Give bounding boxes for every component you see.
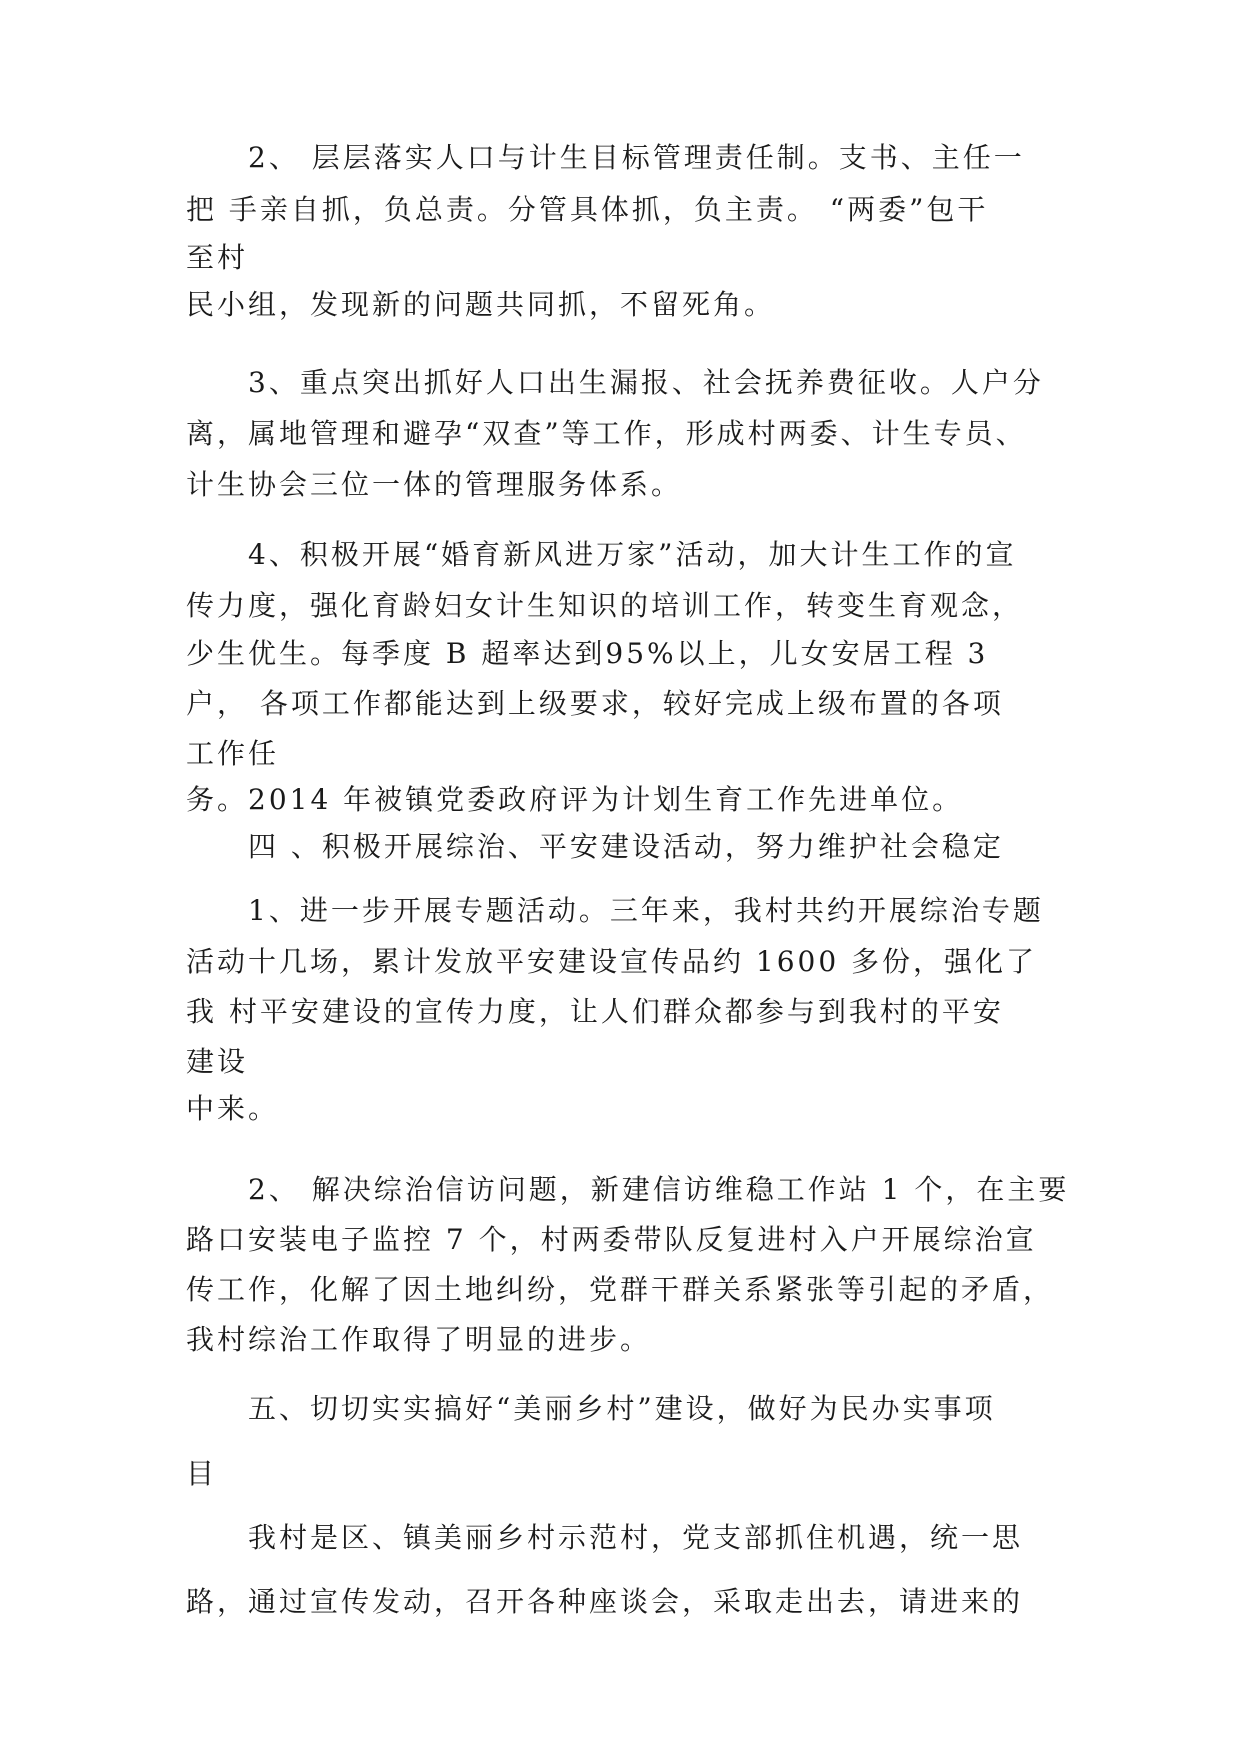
paragraph-line: 路口安装电子监控 7 个，村两委带队反复进村入户开展综治宣 [186, 1223, 1037, 1256]
section-heading: 四 、积极开展综治、平安建设活动，努力维护社会稳定 [248, 830, 1004, 863]
paragraph-line: 民小组，发现新的问题共同抓，不留死角。 [186, 288, 776, 321]
paragraph-line: 我村综治工作取得了明显的进步。 [186, 1323, 652, 1356]
paragraph-line: 工作任 [186, 737, 280, 770]
paragraph-line: 2、 层层落实人口与计生目标管理责任制。支书、主任一 [248, 141, 1025, 174]
paragraph-line: 我 村平安建设的宣传力度，让人们群众都参与到我村的平安 [186, 995, 1004, 1028]
paragraph-line: 户， 各项工作都能达到上级要求，较好完成上级布置的各项 [186, 687, 1004, 720]
section-heading-continuation: 目 [186, 1457, 218, 1490]
paragraph-line: 务。2014 年被镇党委政府评为计划生育工作先进单位。 [186, 783, 964, 816]
paragraph-line: 我村是区、镇美丽乡村示范村，党支部抓住机遇，统一思 [248, 1521, 1024, 1554]
paragraph-line: 至村 [186, 241, 249, 274]
paragraph-line: 离，属地管理和避孕“双查”等工作，形成村两委、计生专员、 [186, 417, 1027, 450]
paragraph-line: 1、进一步开展专题活动。三年来，我村共约开展综治专题 [248, 894, 1044, 927]
paragraph-line: 中来。 [186, 1092, 280, 1125]
paragraph-line: 路，通过宣传发动，召开各种座谈会，采取走出去，请进来的 [186, 1585, 1024, 1618]
paragraph-line: 少生优生。每季度 B 超率达到95%以上，儿女安居工程 3 [186, 637, 989, 670]
section-heading: 五、切切实实搞好“美丽乡村”建设，做好为民办实事项 [248, 1392, 996, 1425]
paragraph-line: 传工作，化解了因土地纠纷，党群干群关系紧张等引起的矛盾， [186, 1273, 1055, 1306]
paragraph-line: 把 手亲自抓，负总责。分管具体抓，负主责。 “两委”包干 [186, 193, 989, 226]
paragraph-line: 传力度，强化育龄妇女计生知识的培训工作，转变生育观念， [186, 589, 1024, 622]
paragraph-line: 建设 [186, 1045, 249, 1078]
paragraph-line: 活动十几场，累计发放平安建设宣传品约 1600 多份，强化了 [186, 945, 1038, 978]
paragraph-line: 计生协会三位一体的管理服务体系。 [186, 468, 683, 501]
paragraph-line: 3、重点突出抓好人口出生漏报、社会抚养费征收。人户分 [248, 366, 1044, 399]
paragraph-line: 4、积极开展“婚育新风进万家”活动，加大计生工作的宣 [248, 538, 1017, 571]
paragraph-line: 2、 解决综治信访问题，新建信访维稳工作站 1 个，在主要 [248, 1173, 1070, 1206]
